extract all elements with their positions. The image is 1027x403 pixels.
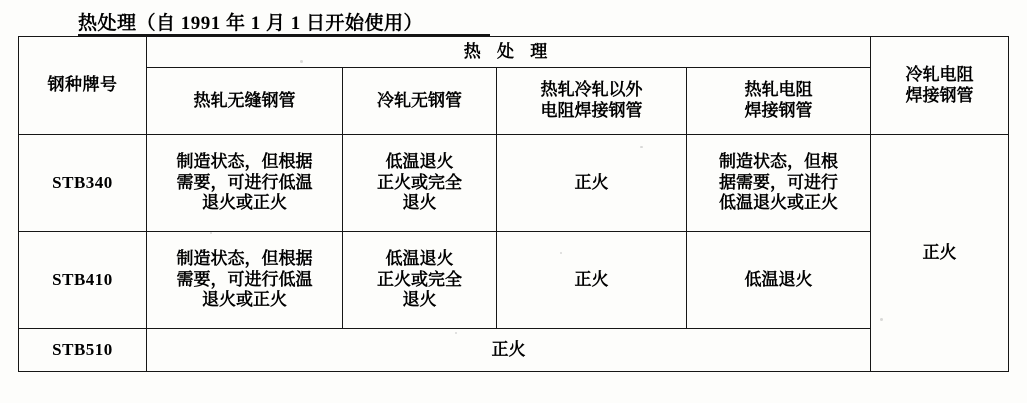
cell-line: 制造状态，但根 (719, 151, 838, 171)
cell-line: 退火或正火 (202, 290, 287, 310)
column-header-c3-line1: 热轧冷轧以外 (540, 80, 643, 100)
cell-grade-stb340: STB340 (19, 135, 147, 232)
cell-stb410-hot-rolled-seamless (147, 232, 343, 329)
cell-line: 低温退火 (385, 248, 454, 268)
cell-stb410-cold-rolled-seamless (343, 232, 497, 329)
cell-line: 正火或完全 (377, 172, 462, 192)
cell-grade-stb410: STB410 (19, 232, 147, 329)
cell-line: 需要，可进行低温 (176, 172, 313, 192)
cell-stb410-hot-rolled-resistance-welded: 低温退火 (687, 232, 871, 329)
cell-line: 制造状态，但根据 (176, 248, 313, 268)
table-row (19, 329, 1009, 372)
column-header-c3-line2: 电阻焊接钢管 (540, 101, 643, 120)
column-header-other-resistance-welded (497, 68, 687, 135)
column-header-c4-line1: 热轧电阻 (744, 80, 813, 100)
table-header-group-row (19, 37, 1009, 68)
page-title: 热处理（自 1991 年 1 月 1 日开始使用） (78, 13, 424, 34)
cell-stb340-other-resistance-welded: 正火 (497, 135, 687, 232)
column-header-cold-rolled-resistance-welded (871, 37, 1009, 135)
cell-stb410-other-resistance-welded: 正火 (497, 232, 687, 329)
cell-line: 据需要，可进行 (719, 172, 838, 192)
cell-line: 退火或正火 (202, 193, 287, 213)
scan-speckle (640, 146, 643, 148)
scan-speckle (560, 252, 562, 254)
column-header-c4-line2: 焊接钢管 (744, 101, 813, 120)
cell-line: 退火 (402, 290, 437, 310)
cell-stb340-hot-rolled-seamless (147, 135, 343, 232)
document-title-block (78, 8, 498, 36)
cell-stb340-hot-rolled-resistance-welded (687, 135, 871, 232)
table-row (19, 232, 1009, 329)
scan-speckle (210, 232, 212, 234)
cell-line: 需要，可进行低温 (176, 269, 313, 289)
scan-speckle (455, 332, 457, 334)
column-header-c5-line2: 焊接钢管 (905, 85, 974, 105)
column-header-cold-rolled-seamless: 冷轧无钢管 (343, 68, 497, 135)
table-header-row (19, 68, 1009, 135)
cell-line: 正火或完全 (377, 269, 462, 289)
table-row (19, 135, 1009, 232)
cell-line: 退火 (402, 193, 437, 213)
cell-grade-stb510: STB510 (19, 329, 147, 372)
column-header-hot-rolled-seamless: 热轧无缝钢管 (147, 68, 343, 135)
cell-cold-rolled-resistance-welded-merged: 正火 (871, 135, 1009, 372)
column-header-c5-line1: 冷轧电阻 (905, 64, 974, 84)
cell-stb510-merged: 正火 (147, 329, 871, 372)
column-header-grade: 钢种牌号 (19, 37, 147, 135)
column-group-header-heat-treatment: 热 处 理 (147, 37, 871, 68)
column-header-hot-rolled-resistance-welded (687, 68, 871, 135)
heat-treatment-table (18, 36, 1009, 372)
scan-speckle (300, 60, 303, 63)
cell-line: 制造状态，但根据 (176, 151, 313, 171)
cell-line: 低温退火 (385, 151, 454, 171)
scan-speckle (880, 318, 883, 321)
cell-stb340-cold-rolled-seamless (343, 135, 497, 232)
cell-line: 低温退火或正火 (719, 193, 838, 213)
